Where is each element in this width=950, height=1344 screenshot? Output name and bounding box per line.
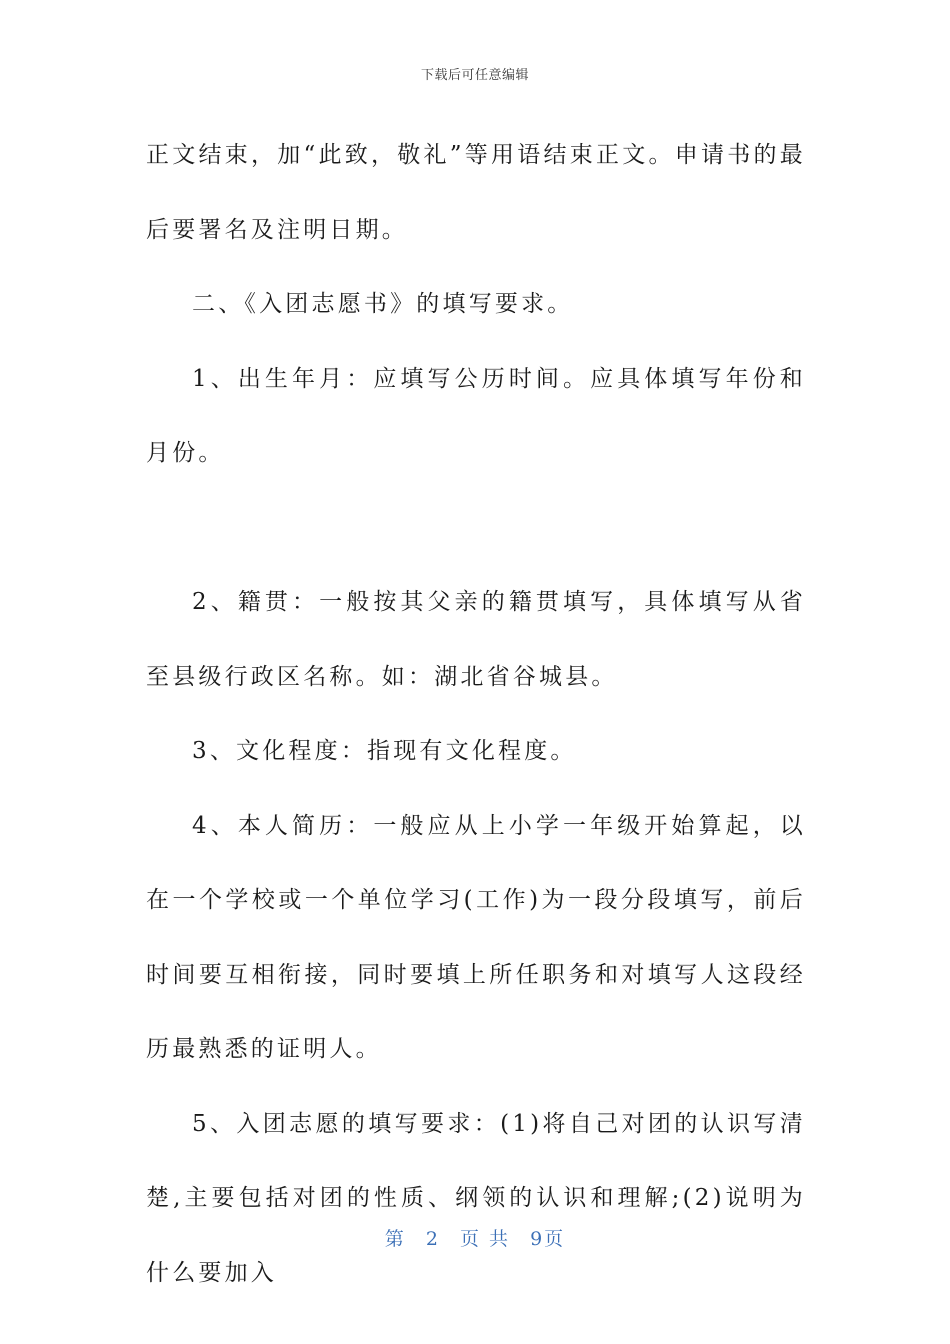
paragraph-item-1: 1、出生年月：应填写公历时间。应具体填写年份和月份。 bbox=[146, 365, 806, 466]
footer-middle: 页 共 bbox=[460, 1228, 511, 1250]
paragraph-item-5: 5、入团志愿的填写要求：(1)将自己对团的认识写清楚,主要包括对团的性质、纲领的认识和理解;(2)说明为什么要加入 bbox=[146, 1110, 806, 1286]
blank-line bbox=[146, 491, 806, 566]
paragraph-item-2: 2、籍贯：一般按其父亲的籍贯填写，具体填写从省至县级行政区名称。如：湖北省谷城县。 bbox=[146, 589, 806, 690]
footer-prefix: 第 bbox=[384, 1228, 406, 1250]
paragraph-closing: 正文结束，加“此致，敬礼”等用语结束正文。申请书的最后要署名及注明日期。 bbox=[146, 142, 806, 243]
page-footer bbox=[0, 1224, 950, 1251]
page-header: 下载后可任意编辑 bbox=[420, 68, 529, 83]
footer-total-pages: 9页 bbox=[530, 1228, 566, 1250]
paragraph-item-4: 4、本人简历：一般应从上小学一年级开始算起，以在一个学校或一个单位学习(工作)为一段分段填写，前后时间要互相衔接，同时要填上所任职务和对填写人这段经历最熟悉的证明人。 bbox=[146, 812, 806, 1062]
document-body bbox=[146, 118, 806, 1310]
footer-current-page: 2 bbox=[425, 1228, 440, 1250]
paragraph-item-3: 3、文化程度：指现有文化程度。 bbox=[192, 738, 577, 764]
paragraph-section-title: 二、《入团志愿书》的填写要求。 bbox=[192, 291, 574, 317]
